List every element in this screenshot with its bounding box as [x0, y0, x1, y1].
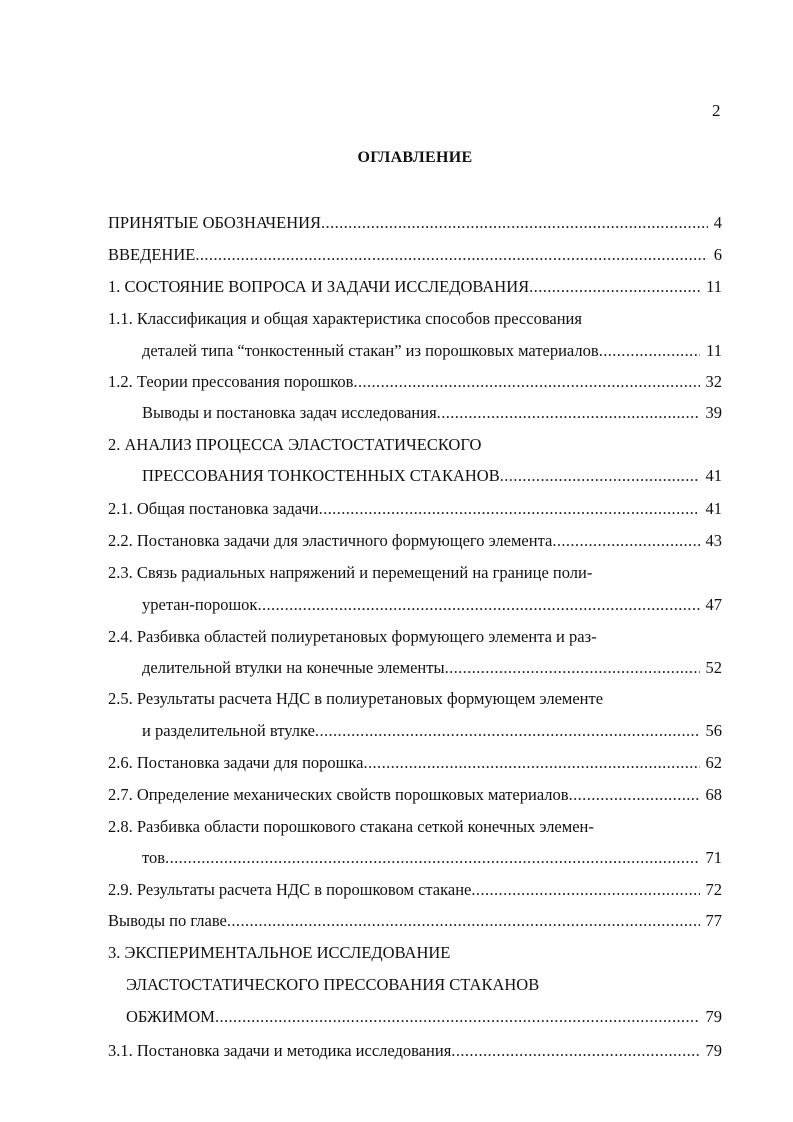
- toc-entry: [108, 244, 722, 266]
- toc-entry: [108, 371, 722, 393]
- toc-entry-title: ВВЕДЕНИЕ: [108, 245, 196, 264]
- toc-entry-title: 3. ЭКСПЕРИМЕНТАЛЬНОЕ ИССЛЕДОВАНИЕ: [108, 943, 451, 962]
- toc-entry-page: 71: [705, 848, 722, 867]
- toc-entry: [108, 276, 722, 298]
- toc-entry: [142, 340, 722, 362]
- toc-entry: [108, 879, 722, 901]
- toc-entry-title: 2.3. Связь радиальных напряжений и перемещений на границе поли-: [108, 563, 593, 582]
- toc-entry: [108, 752, 722, 774]
- toc-entry-title: уретан-порошок: [142, 595, 258, 614]
- toc-entry-title: тов: [142, 848, 166, 867]
- toc-entry: [108, 498, 722, 520]
- toc-entry-title: 1.2. Теории прессования порошков: [108, 372, 354, 391]
- toc-entry: [142, 465, 722, 487]
- toc-entry-title: Выводы по главе: [108, 911, 227, 930]
- toc-entry-title: ПРЕССОВАНИЯ ТОНКОСТЕННЫХ СТАКАНОВ: [142, 466, 500, 485]
- toc-entry: [108, 530, 722, 552]
- toc-entry-title: делительной втулки на конечные элементы: [142, 658, 445, 677]
- toc-entry-title: 2.2. Постановка задачи для эластичного формующего элемента: [108, 531, 553, 550]
- toc-entry-page: 52: [705, 658, 722, 677]
- page-number: 2: [712, 101, 721, 120]
- toc-entry-page: 4: [713, 213, 722, 232]
- page-title: ОГЛАВЛЕНИЕ: [357, 149, 473, 166]
- toc-entry-page: 41: [705, 466, 722, 485]
- toc-entry: [108, 212, 722, 234]
- toc-entry-page: 11: [706, 277, 722, 296]
- toc-entry-page: 47: [705, 595, 722, 614]
- toc-entry-page: 32: [705, 372, 722, 391]
- toc-entry-page: 79: [705, 1041, 722, 1060]
- toc-entry-page: 68: [705, 785, 722, 804]
- toc-entry: [108, 1040, 722, 1062]
- toc-entry-title: 1. СОСТОЯНИЕ ВОПРОСА И ЗАДАЧИ ИССЛЕДОВАНИЯ: [108, 277, 530, 296]
- toc-entry-page: 6: [713, 245, 722, 264]
- toc-entry-title: Выводы и постановка задач исследования: [142, 403, 437, 422]
- toc-entry-title: ЭЛАСТОСТАТИЧЕСКОГО ПРЕССОВАНИЯ СТАКАНОВ: [126, 975, 540, 994]
- toc-entry: [108, 910, 722, 932]
- toc-entry-page: 43: [705, 531, 722, 550]
- toc-entry: [142, 402, 722, 424]
- toc-entry-title: ОБЖИМОМ: [126, 1007, 215, 1026]
- toc-entry-page: 56: [705, 721, 722, 740]
- toc-entry: [126, 1006, 722, 1028]
- toc-entry-title: ПРИНЯТЫЕ ОБОЗНАЧЕНИЯ: [108, 213, 322, 232]
- toc-entry-title: 2.1. Общая постановка задачи: [108, 499, 319, 518]
- toc-entry-title: 3.1. Постановка задачи и методика исследования: [108, 1041, 452, 1060]
- toc-entry: [142, 720, 722, 742]
- toc-entry: [142, 594, 722, 616]
- toc-entry-title: и разделительной втулке: [142, 721, 315, 740]
- toc-entry-page: 79: [705, 1007, 722, 1026]
- toc-entry-title: 2. АНАЛИЗ ПРОЦЕССА ЭЛАСТОСТАТИЧЕСКОГО: [108, 435, 482, 454]
- toc-entry-title: 2.4. Разбивка областей полиуретановых формующего элемента и раз-: [108, 627, 597, 646]
- toc-entry-title: 2.8. Разбивка области порошкового стакана сеткой конечных элемен-: [108, 817, 594, 836]
- toc-entry: [142, 847, 722, 869]
- toc-entry-title: 2.6. Постановка задачи для порошка: [108, 753, 364, 772]
- toc-entry-page: 41: [705, 499, 722, 518]
- toc-entry-page: 11: [706, 341, 722, 360]
- toc-entry: [142, 657, 722, 679]
- toc-entry-page: 77: [705, 911, 722, 930]
- toc-entry-page: 39: [705, 403, 722, 422]
- toc-entry-title: деталей типа “тонкостенный стакан” из порошковых материалов: [142, 341, 599, 360]
- toc-entry-title: 2.9. Результаты расчета НДС в порошковом стакане: [108, 880, 472, 899]
- toc-entry: [108, 784, 722, 806]
- toc-entry-page: 62: [705, 753, 722, 772]
- toc-entry-title: 2.7. Определение механических свойств порошковых материалов: [108, 785, 569, 804]
- toc-entry-title: 1.1. Классификация и общая характеристика способов прессования: [108, 309, 582, 328]
- toc-entry-page: 72: [705, 880, 722, 899]
- toc-entry-title: 2.5. Результаты расчета НДС в полиуретановых формующем элементе: [108, 689, 604, 708]
